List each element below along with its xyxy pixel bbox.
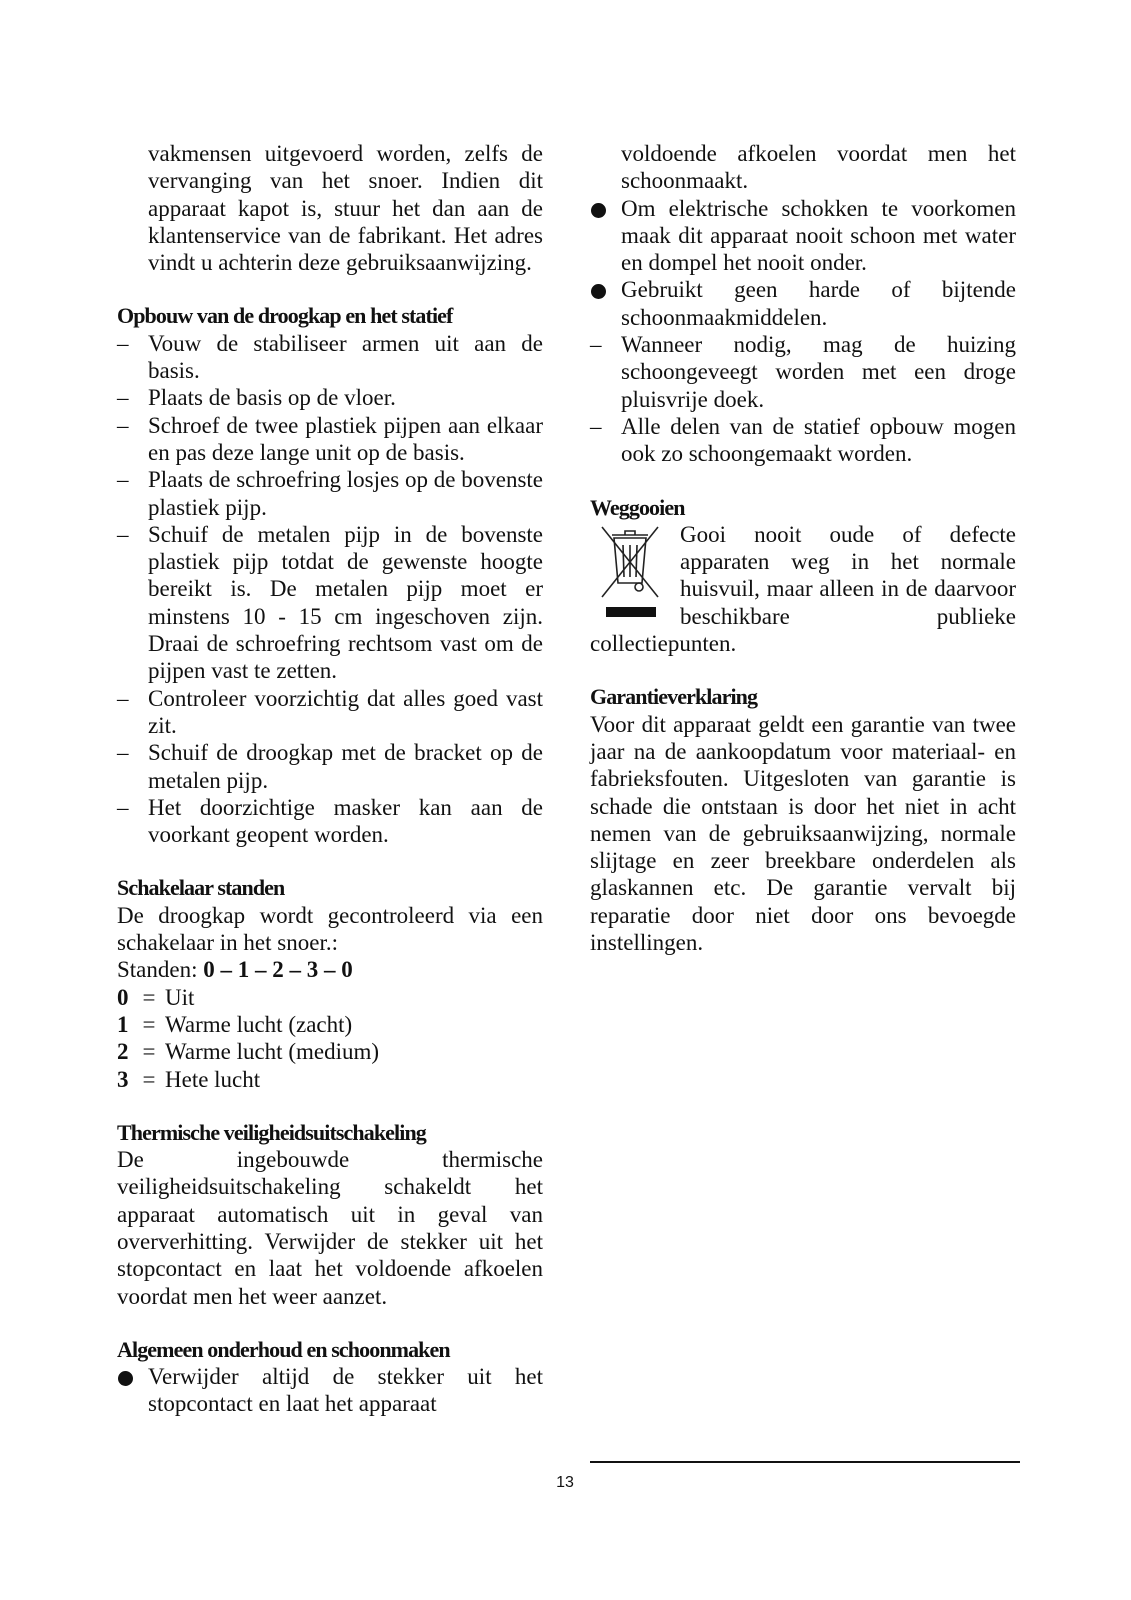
weggooien-block — [590, 521, 1016, 657]
weggooien-paragraph: Gooi nooit oude of defecte apparaten weg in het normale huisvuil, maar alleen in de daarvoor beschikbare publieke collectiepunten. — [590, 521, 1016, 657]
dash-marker: – — [117, 412, 129, 438]
bullet-icon — [118, 1371, 133, 1386]
setting-row: 1 = Warme lucht (zacht) — [117, 1011, 353, 1037]
right-column — [590, 140, 1016, 956]
setting-row: 0 = Uit — [117, 984, 195, 1010]
thermisch-paragraph: De ingebouwde thermische veiligheidsuitschakeling schakeldt het apparaat automatisch uit in geval van oververhitting. Verwijder de stekker uit het stopcontact en laat het voldoende afkoelen voordat men het weer aanzet. — [117, 1147, 543, 1309]
list-item: – Het doorzichtige masker kan aan de voorkant geopent worden. — [117, 794, 543, 848]
list-item: – Schroef de twee plastiek pijpen aan elkaar en pas deze lange unit op de basis. — [117, 412, 543, 465]
crossed-out-wheelie-bin-icon — [590, 521, 672, 621]
section-title-onderhoud: Algemeen onderhoud en schoonmaken — [117, 1336, 450, 1362]
list-item: Gebruikt geen harde of bijtende schoonmaakmiddelen. — [590, 276, 1016, 331]
dash-marker: – — [117, 330, 129, 356]
section-title-weggooien: Weggooien — [590, 494, 685, 520]
page-number: 13 — [556, 1474, 574, 1491]
bullet-icon — [591, 284, 606, 299]
continued-paragraph: vakmensen uitgevoerd worden, zelfs de vervanging van het snoer. Indien dit apparaat kapot is, stuur het dan aan de klantenservice van de fabrikant. Het adres vindt u achterin deze gebruiksaanwijzing. — [148, 141, 543, 276]
section-title-thermisch: Thermische veiligheidsuitschakeling — [117, 1119, 426, 1145]
standen-line — [117, 956, 543, 983]
opbouw-list — [117, 330, 543, 849]
continued-paragraph: voldoende afkoelen voordat men het schoonmaakt. — [621, 141, 1016, 194]
dash-marker: – — [117, 740, 129, 766]
dash-marker: – — [117, 794, 129, 820]
list-item: – Wanneer nodig, mag de huizing schoongeveegt worden met een droge pluisvrije doek. — [590, 332, 1016, 412]
list-item: – Plaats de basis op de vloer. — [117, 385, 396, 411]
section-title-schakelaar: Schakelaar standen — [117, 875, 285, 901]
footer-rule — [590, 1461, 1020, 1463]
list-item: – Controleer voorzichtig dat alles goed vast zit. — [117, 685, 543, 738]
list-item: Om elektrische schokken te voorkomen maak dit apparaat nooit schoon met water en dompel het nooit onder. — [590, 195, 1016, 277]
setting-row: 3 = Hete lucht — [117, 1066, 261, 1092]
dash-marker: – — [117, 385, 129, 411]
section-title-garantie: Garantieverklaring — [590, 684, 758, 710]
dash-marker: – — [590, 332, 602, 358]
schakelaar-paragraph: De droogkap wordt gecontroleerd via een schakelaar in het snoer.: — [117, 902, 543, 956]
list-item: – Schuif de droogkap met de bracket op de metalen pijp. — [117, 740, 543, 793]
dash-marker: – — [117, 685, 129, 711]
settings-list — [117, 984, 543, 1093]
list-item: – Schuif de metalen pijp in de bovenste plastiek pijp totdat de gewenste hoogte bereikt is. De metalen pijp moet er minstens 10 - 15 cm ingeschoven zijn. Draai de schroefring rechtsom vast om de pijpen vast te zetten. — [117, 521, 543, 684]
list-item: – Alle delen van de statief opbouw mogen ook zo schoongemaakt worden. — [590, 413, 1016, 467]
standen-label: Standen: — [117, 957, 198, 983]
left-column — [117, 140, 543, 1418]
garantie-paragraph: Voor dit apparaat geldt een garantie van twee jaar na de aankoopdatum voor materiaal- en fabrieksfouten. Uitgesloten van garantie is schade die ontstaan is door het niet in acht nemen van de gebruiksaanwijzing, normale slijtage en zeer breekbare onderdelen als glaskannen etc. De garantie vervalt bij reparatie door niet door ons bevoegde instellingen. — [590, 711, 1016, 956]
standen-value: 0 – 1 – 2 – 3 – 0 — [203, 957, 353, 983]
bullet-icon — [591, 203, 606, 218]
section-title-opbouw: Opbouw van de droogkap en het statief — [117, 303, 453, 329]
list-item: – Vouw de stabiliseer armen uit aan de basis. — [117, 330, 543, 384]
dash-marker: – — [117, 521, 129, 547]
setting-row: 2 = Warme lucht (medium) — [117, 1039, 380, 1065]
dash-marker: – — [590, 413, 602, 439]
list-item: – Plaats de schroefring losjes op de bovenste plastiek pijp. — [117, 467, 543, 520]
list-item: Verwijder altijd de stekker uit het stopcontact en laat het apparaat — [117, 1363, 543, 1418]
dash-marker: – — [117, 467, 129, 493]
